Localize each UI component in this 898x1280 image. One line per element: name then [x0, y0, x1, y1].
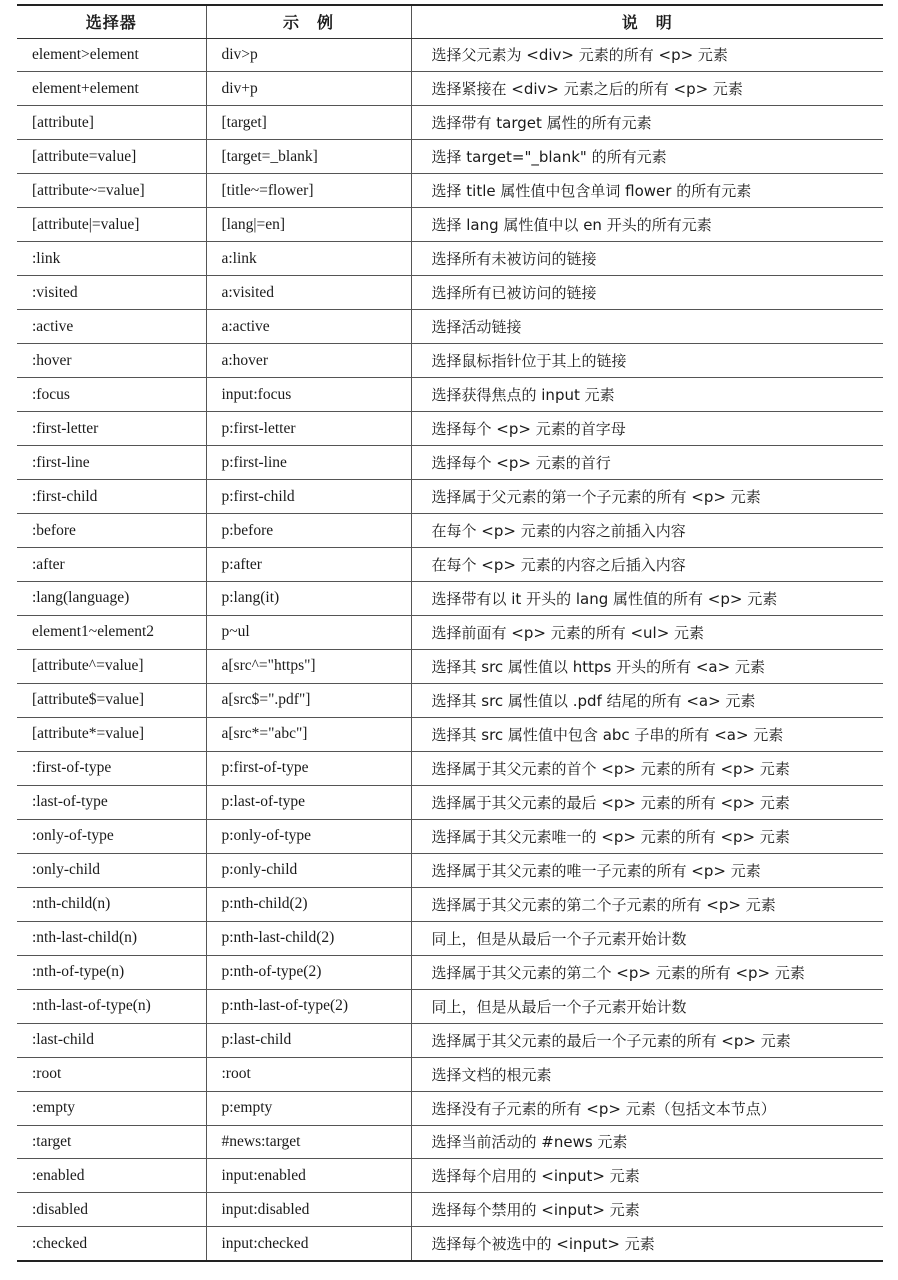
table-row [17, 344, 883, 378]
description-cell: 选择属于其父元素的首个 <p> 元素的所有 <p> 元素 [411, 751, 883, 785]
table-row [17, 1193, 883, 1227]
example-cell: [target=_blank] [206, 140, 411, 174]
description-cell: 选择所有已被访问的链接 [411, 276, 883, 310]
description-cell: 选择带有 target 属性的所有元素 [411, 106, 883, 140]
description-cell: 选择当前活动的 #news 元素 [411, 1125, 883, 1159]
selector-cell: :target [17, 1125, 206, 1159]
description-cell: 选择文档的根元素 [411, 1057, 883, 1091]
selector-cell: :only-of-type [17, 819, 206, 853]
example-cell: a:hover [206, 344, 411, 378]
description-cell: 选择其 src 属性值以 .pdf 结尾的所有 <a> 元素 [411, 683, 883, 717]
description-cell: 选择 target="_blank" 的所有元素 [411, 140, 883, 174]
table-row [17, 174, 883, 208]
selector-cell: :checked [17, 1227, 206, 1261]
example-cell: #news:target [206, 1125, 411, 1159]
selector-cell: [attribute=value] [17, 140, 206, 174]
selector-cell: :first-letter [17, 412, 206, 446]
example-cell: p:nth-of-type(2) [206, 955, 411, 989]
example-cell: p:nth-child(2) [206, 887, 411, 921]
css-selector-table [17, 4, 883, 1262]
table-row [17, 446, 883, 480]
selector-cell: :disabled [17, 1193, 206, 1227]
example-cell: a[src^="https"] [206, 649, 411, 683]
table-row [17, 921, 883, 955]
example-cell: a[src$=".pdf"] [206, 683, 411, 717]
description-cell: 选择每个启用的 <input> 元素 [411, 1159, 883, 1193]
selector-cell: :first-line [17, 446, 206, 480]
table-row [17, 1125, 883, 1159]
selector-cell: :nth-of-type(n) [17, 955, 206, 989]
selector-cell: :nth-last-of-type(n) [17, 989, 206, 1023]
table-row [17, 853, 883, 887]
table-row [17, 785, 883, 819]
example-cell: a:link [206, 242, 411, 276]
table-row [17, 38, 883, 72]
table-row [17, 1159, 883, 1193]
example-cell: p:before [206, 514, 411, 548]
example-cell: p:last-child [206, 1023, 411, 1057]
example-cell: p:only-of-type [206, 819, 411, 853]
example-cell: p:only-child [206, 853, 411, 887]
description-cell: 选择前面有 <p> 元素的所有 <ul> 元素 [411, 615, 883, 649]
table-row [17, 683, 883, 717]
table-row [17, 242, 883, 276]
selector-cell: :first-child [17, 480, 206, 514]
table-row [17, 819, 883, 853]
table-row [17, 615, 883, 649]
example-cell: p:last-of-type [206, 785, 411, 819]
table-row [17, 72, 883, 106]
selector-cell: :last-of-type [17, 785, 206, 819]
description-cell: 选择活动链接 [411, 310, 883, 344]
selector-cell: :enabled [17, 1159, 206, 1193]
table-row [17, 1091, 883, 1125]
description-cell: 在每个 <p> 元素的内容之后插入内容 [411, 548, 883, 582]
description-cell: 选择鼠标指针位于其上的链接 [411, 344, 883, 378]
description-cell: 选择没有子元素的所有 <p> 元素（包括文本节点） [411, 1091, 883, 1125]
example-cell: input:focus [206, 378, 411, 412]
selector-cell: :hover [17, 344, 206, 378]
table-row [17, 1023, 883, 1057]
example-cell: p:first-child [206, 480, 411, 514]
table-row [17, 1057, 883, 1091]
table-row [17, 989, 883, 1023]
example-cell: a:active [206, 310, 411, 344]
description-cell: 选择属于其父元素的最后一个子元素的所有 <p> 元素 [411, 1023, 883, 1057]
selector-cell: element>element [17, 38, 206, 72]
description-cell: 选择属于父元素的第一个子元素的所有 <p> 元素 [411, 480, 883, 514]
example-cell: [lang|=en] [206, 208, 411, 242]
description-cell: 选择每个 <p> 元素的首行 [411, 446, 883, 480]
selector-cell: [attribute^=value] [17, 649, 206, 683]
description-cell: 选择每个禁用的 <input> 元素 [411, 1193, 883, 1227]
selector-cell: :before [17, 514, 206, 548]
description-cell: 同上，但是从最后一个子元素开始计数 [411, 921, 883, 955]
description-cell: 同上，但是从最后一个子元素开始计数 [411, 989, 883, 1023]
selector-cell: :link [17, 242, 206, 276]
example-cell: p:empty [206, 1091, 411, 1125]
selector-cell: element+element [17, 72, 206, 106]
selector-cell: [attribute|=value] [17, 208, 206, 242]
header-description: 说 明 [411, 5, 883, 38]
description-cell: 选择其 src 属性值以 https 开头的所有 <a> 元素 [411, 649, 883, 683]
description-cell: 选择每个被选中的 <input> 元素 [411, 1227, 883, 1261]
description-cell: 选择带有以 it 开头的 lang 属性值的所有 <p> 元素 [411, 582, 883, 616]
table-row [17, 582, 883, 616]
description-cell: 选择紧接在 <div> 元素之后的所有 <p> 元素 [411, 72, 883, 106]
selector-cell: [attribute$=value] [17, 683, 206, 717]
selector-cell: :visited [17, 276, 206, 310]
description-cell: 选择属于其父元素的第二个子元素的所有 <p> 元素 [411, 887, 883, 921]
selector-cell: :first-of-type [17, 751, 206, 785]
description-cell: 选择属于其父元素唯一的 <p> 元素的所有 <p> 元素 [411, 819, 883, 853]
description-cell: 选择 title 属性值中包含单词 flower 的所有元素 [411, 174, 883, 208]
example-cell: p:nth-last-child(2) [206, 921, 411, 955]
table-row [17, 412, 883, 446]
example-cell: p:first-line [206, 446, 411, 480]
description-cell: 选择 lang 属性值中以 en 开头的所有元素 [411, 208, 883, 242]
example-cell: a:visited [206, 276, 411, 310]
example-cell: div+p [206, 72, 411, 106]
table-row [17, 514, 883, 548]
selector-cell: :empty [17, 1091, 206, 1125]
table-row [17, 751, 883, 785]
table-row [17, 1227, 883, 1261]
example-cell: div>p [206, 38, 411, 72]
description-cell: 选择属于其父元素的最后 <p> 元素的所有 <p> 元素 [411, 785, 883, 819]
table-row [17, 649, 883, 683]
description-cell: 选择所有未被访问的链接 [411, 242, 883, 276]
header-selector: 选择器 [17, 5, 206, 38]
table-row [17, 378, 883, 412]
selector-cell: :root [17, 1057, 206, 1091]
header-row [17, 5, 883, 38]
table-row [17, 548, 883, 582]
selector-cell: [attribute*=value] [17, 717, 206, 751]
description-cell: 选择父元素为 <div> 元素的所有 <p> 元素 [411, 38, 883, 72]
description-cell: 选择获得焦点的 input 元素 [411, 378, 883, 412]
example-cell: p:nth-last-of-type(2) [206, 989, 411, 1023]
selector-cell: :lang(language) [17, 582, 206, 616]
table-row [17, 276, 883, 310]
description-cell: 选择属于其父元素的第二个 <p> 元素的所有 <p> 元素 [411, 955, 883, 989]
table-row [17, 140, 883, 174]
selector-cell: [attribute] [17, 106, 206, 140]
example-cell: a[src*="abc"] [206, 717, 411, 751]
table-row [17, 106, 883, 140]
selector-cell: [attribute~=value] [17, 174, 206, 208]
example-cell: p:first-letter [206, 412, 411, 446]
example-cell: :root [206, 1057, 411, 1091]
selector-cell: :last-child [17, 1023, 206, 1057]
selector-cell: :nth-child(n) [17, 887, 206, 921]
table-row [17, 208, 883, 242]
table-row [17, 955, 883, 989]
description-cell: 选择其 src 属性值中包含 abc 子串的所有 <a> 元素 [411, 717, 883, 751]
selector-cell: :nth-last-child(n) [17, 921, 206, 955]
table-row [17, 310, 883, 344]
selector-cell: :only-child [17, 853, 206, 887]
example-cell: [title~=flower] [206, 174, 411, 208]
table-header [17, 5, 883, 38]
example-cell: input:enabled [206, 1159, 411, 1193]
selector-cell: element1~element2 [17, 615, 206, 649]
table-row [17, 717, 883, 751]
table-row [17, 480, 883, 514]
selector-cell: :after [17, 548, 206, 582]
example-cell: p:lang(it) [206, 582, 411, 616]
example-cell: p:after [206, 548, 411, 582]
example-cell: p:first-of-type [206, 751, 411, 785]
description-cell: 选择每个 <p> 元素的首字母 [411, 412, 883, 446]
example-cell: p~ul [206, 615, 411, 649]
table-row [17, 887, 883, 921]
example-cell: [target] [206, 106, 411, 140]
selector-cell: :focus [17, 378, 206, 412]
description-cell: 在每个 <p> 元素的内容之前插入内容 [411, 514, 883, 548]
example-cell: input:checked [206, 1227, 411, 1261]
table-body [17, 38, 883, 1261]
description-cell: 选择属于其父元素的唯一子元素的所有 <p> 元素 [411, 853, 883, 887]
selector-cell: :active [17, 310, 206, 344]
example-cell: input:disabled [206, 1193, 411, 1227]
header-example: 示 例 [206, 5, 411, 38]
